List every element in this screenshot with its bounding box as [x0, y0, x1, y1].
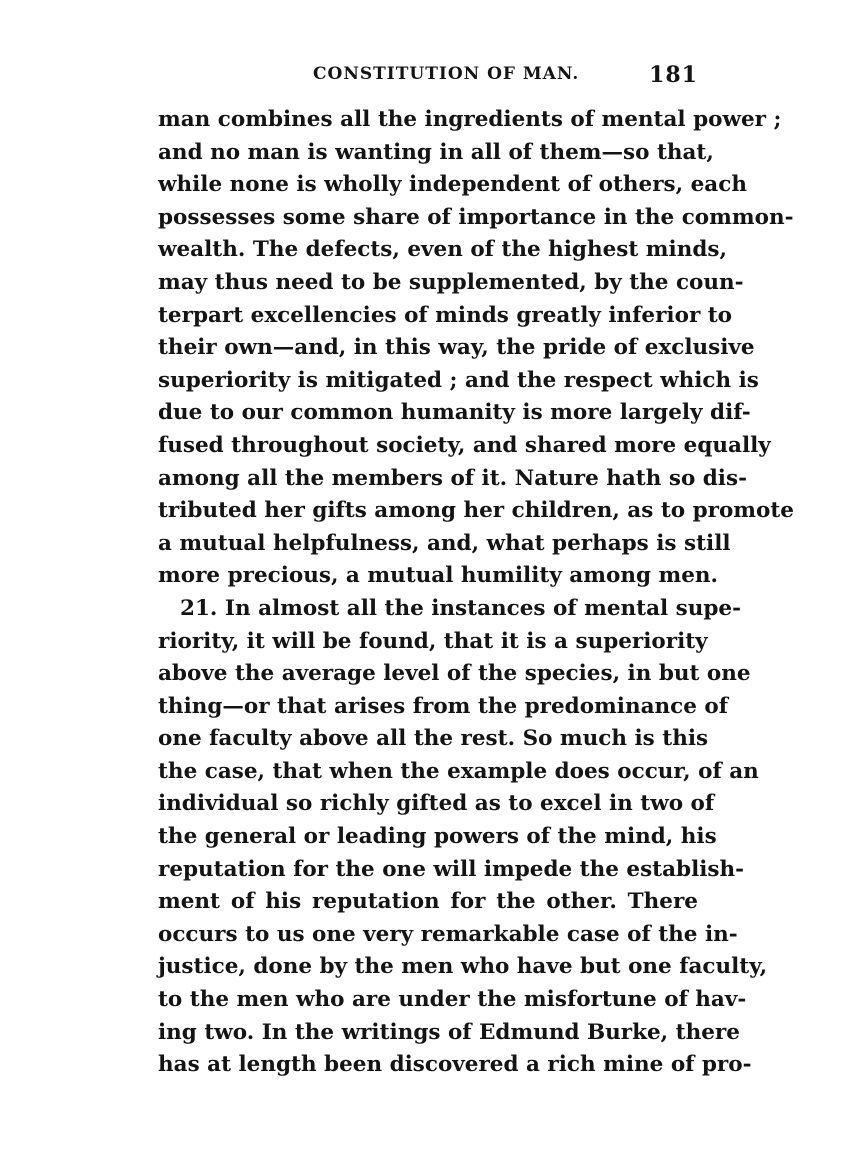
text-line: ing two. In the writings of Edmund Burke, there: [158, 1019, 740, 1045]
text-line: thing—or that arises from the predominance of: [158, 693, 729, 719]
text-line: above the average level of the species, in but one: [158, 661, 751, 687]
running-head: [158, 62, 698, 92]
text-line: superiority is mitigated ; and the respect which is: [158, 367, 759, 393]
text-line: wealth. The defects, even of the highest minds,: [158, 237, 727, 263]
text-line: fused throughout society, and shared more equally: [158, 432, 771, 458]
text-line: and no man is wanting in all of them—so that,: [158, 139, 714, 165]
text-line: the case, that when the example does occur, of an: [158, 758, 759, 784]
text-line: among all the members of it. Nature hath so dis-: [158, 465, 748, 491]
text-line: while none is wholly independent of others, each: [158, 172, 747, 198]
text-line: reputation for the one will impede the establish-: [158, 856, 745, 882]
text-line: the general or leading powers of the mind, his: [158, 824, 717, 850]
text-line: justice, done by the men who have but one faculty,: [158, 954, 768, 980]
text-line: one faculty above all the rest. So much is this: [158, 726, 709, 752]
text-line: due to our common humanity is more largely dif-: [158, 400, 751, 426]
paragraph-end-line: more precious, a mutual humility among men.: [158, 563, 719, 589]
text-line: has at length been discovered a rich mine of pro-: [158, 1052, 752, 1078]
text-line: terpart excellencies of minds greatly inferior to: [158, 302, 733, 328]
text-line: man combines all the ingredients of mental power ;: [158, 107, 782, 132]
text-line: tributed her gifts among her children, as to promote: [158, 498, 794, 524]
text-line: riority, it will be found, that it is a superiority: [158, 628, 708, 654]
running-title: CONSTITUTION OF MAN.: [313, 64, 580, 84]
text-line: occurs to us one very remarkable case of the in-: [158, 921, 738, 947]
paragraph-start-line: 21. In almost all the instances of mental supe-: [180, 595, 742, 621]
text-line: a mutual helpfulness, and, what perhaps is still: [158, 530, 731, 556]
text-line: possesses some share of importance in the common-: [158, 204, 794, 230]
text-line: ment of his reputation for the other. There: [158, 889, 698, 915]
text-line: may thus need to be supplemented, by the coun-: [158, 269, 744, 295]
text-line: to the men who are under the misfortune of hav-: [158, 987, 747, 1013]
text-line: their own—and, in this way, the pride of exclusive: [158, 335, 755, 361]
body-text: [158, 104, 794, 1082]
text-line: individual so richly gifted as to excel in two of: [158, 791, 715, 817]
page-number: 181: [649, 62, 698, 88]
